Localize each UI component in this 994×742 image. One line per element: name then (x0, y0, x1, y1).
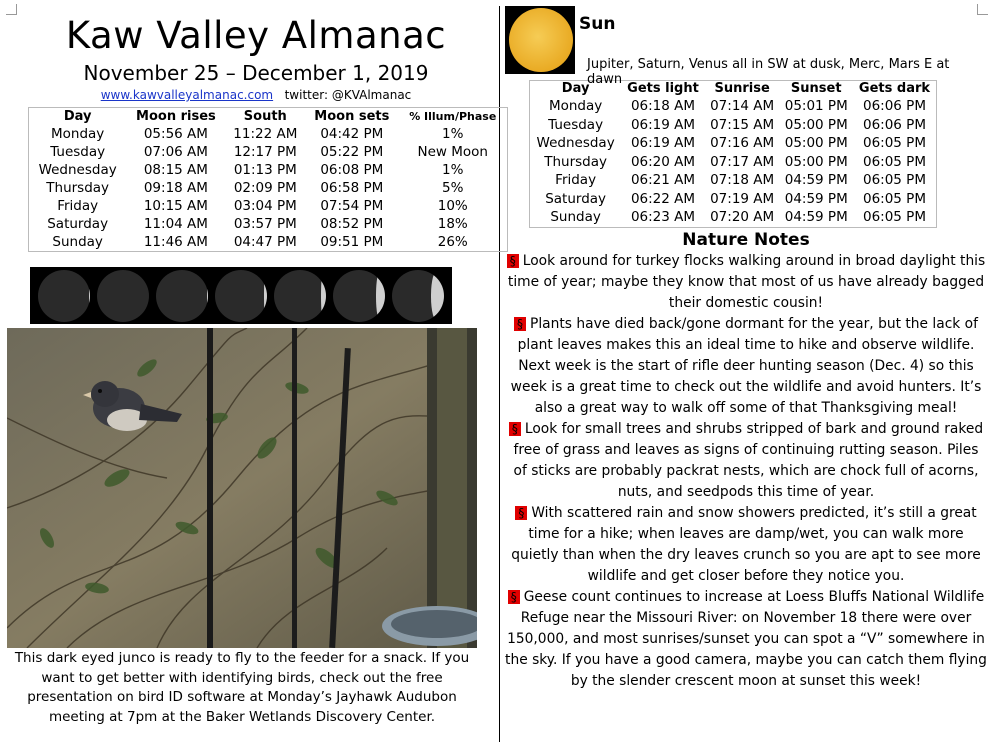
sun-table-cell: 06:05 PM (862, 153, 926, 170)
moon-table-cell: Monday (51, 126, 105, 142)
moon-table-cell: New Moon (417, 144, 488, 160)
nature-note (505, 251, 987, 314)
moon-table-cell: 04:47 PM (233, 234, 297, 250)
moon-table-cell: 05:22 PM (320, 144, 384, 160)
date-range: November 25 – December 1, 2019 (83, 61, 429, 85)
section-mark-icon: § (515, 506, 527, 520)
sun-icon (505, 6, 575, 74)
sun-table-cell: Monday (548, 98, 603, 114)
sun-table-cell: Tuesday (548, 116, 604, 133)
moon-table-cell: 18% (437, 216, 468, 232)
header-moon-sets: Moon sets (314, 109, 390, 124)
section-mark-icon: § (509, 422, 521, 436)
sun-table-cell: 04:59 PM (784, 190, 848, 207)
header-gets-dark: Gets dark (858, 81, 931, 96)
nature-note (505, 587, 987, 692)
sun-table-cell: 07:19 AM (710, 190, 775, 207)
sun-table-row (530, 97, 937, 116)
moon-phase-icon (215, 270, 267, 322)
sun-table-cell: 06:05 PM (862, 190, 926, 207)
left-column (14, 0, 498, 252)
moon-table-cell: 05:56 AM (143, 126, 208, 142)
moon-table-cell: 06:08 PM (320, 162, 384, 178)
moon-table-cell: Tuesday (50, 144, 106, 160)
moon-table-cell: 1% (442, 162, 464, 178)
sun-table-cell: 07:14 AM (710, 98, 775, 114)
header-sunrise: Sunrise (714, 81, 770, 96)
sun-table-cell: 06:23 AM (630, 209, 696, 225)
moon-table-cell: 03:57 PM (233, 216, 297, 232)
moon-table-cell: 11:04 AM (143, 216, 208, 232)
planets-note: Jupiter, Saturn, Venus all in SW at dusk, Merc, Mars E at dawn (587, 57, 950, 87)
twitter-handle: twitter: @KVAlmanac (284, 88, 412, 102)
sun-table-cell: 06:05 PM (862, 135, 926, 151)
moon-table-cell: 5% (442, 180, 464, 196)
moon-phase-strip (30, 267, 452, 324)
nature-note-text: Geese count continues to increase at Loess Bluffs National Wildlife Refuge near the Missouri River: on November 18 there were over 150,000, and most sunrises/sunset you can spot a “V” somewhere in the sky. If you have a good camera, maybe you can catch them flying by the slender crescent moon at sunset this week! (505, 588, 987, 689)
photo-caption: This dark eyed junco is ready to fly to the feeder for a snack. If you want to get better with identifying birds, check out the free presentation on bird ID software at Monday’s Jayhawk Audubon meeting at 7pm at the Baker Wetlands Discovery Center. (14, 650, 470, 725)
moon-table-cell: 08:15 AM (143, 162, 208, 178)
nature-note-text: Plants have died back/gone dormant for the year, but the lack of plant leaves makes this an ideal time to hike and observe wildlife. Next week is the start of rifle deer hunting season (Dec. 4) so this week is a great time to check out the wildlife and avoid hunters. It’s also a great way to walk off some of that Thanksgiving meal! (510, 315, 982, 416)
moon-table-row (29, 179, 508, 197)
sun-table-row (530, 171, 937, 190)
header-south: South (243, 109, 287, 124)
nature-note (505, 503, 987, 587)
moon-phase-icon (274, 270, 326, 322)
header-gets-light: Gets light (627, 81, 699, 96)
sun-table-cell: Thursday (544, 153, 607, 170)
moon-table-cell: Sunday (52, 234, 103, 250)
header-day: Day (63, 109, 92, 124)
moon-table-cell: 11:46 AM (143, 234, 208, 250)
moon-table-cell: Thursday (46, 180, 110, 196)
moon-table-cell: 26% (437, 234, 468, 250)
moon-table-row (29, 233, 508, 252)
moon-phase-icon (97, 270, 149, 322)
header-illum-phase: % Illum/Phase (409, 110, 497, 123)
page-title: Kaw Valley Almanac (65, 14, 447, 57)
moon-phase-icon (392, 270, 444, 322)
moon-table-cell: 10:15 AM (143, 198, 208, 214)
links-line (14, 87, 498, 103)
moon-table-cell: Saturday (47, 216, 109, 232)
moon-table-cell: 02:09 PM (233, 180, 297, 196)
sun-label: Sun (579, 14, 616, 34)
sun-table-cell: 05:00 PM (784, 153, 848, 170)
moon-table-cell: 09:18 AM (143, 180, 208, 196)
moon-table-cell: 10% (437, 198, 468, 214)
sun-header (505, 0, 987, 87)
moon-table-row (29, 125, 508, 143)
nature-notes (505, 251, 987, 692)
sun-table-cell: 06:06 PM (862, 116, 926, 133)
moon-table-header (29, 108, 508, 126)
nature-note-text: Look for small trees and shrubs stripped of bark and ground raked free of grass and leaves as signs of continuing rutting season. Piles of sticks are probably packrat nests, which are chock full of acorns, nuts, and seedpods this time of year. (513, 420, 984, 500)
sun-table-cell: 06:05 PM (862, 172, 926, 188)
sun-table-cell: Saturday (545, 190, 607, 207)
sun-table-row (530, 190, 937, 209)
sun-table-cell: 06:21 AM (630, 172, 696, 188)
sun-table-cell: 04:59 PM (784, 209, 848, 225)
sun-table-cell: 07:15 AM (710, 116, 775, 133)
section-mark-icon: § (514, 317, 526, 331)
sun-table-row (530, 116, 937, 135)
header-moon-rises: Moon rises (136, 109, 216, 124)
moon-table-cell: 03:04 PM (233, 198, 297, 214)
nature-note-text: Look around for turkey flocks walking around in broad daylight this time of year; maybe they know that most of us have already bagged their domestic cousin! (507, 252, 986, 311)
moon-table-row (29, 215, 508, 233)
nature-notes-title: Nature Notes (682, 229, 810, 250)
website-link[interactable]: www.kawvalleyalmanac.com (100, 88, 274, 102)
moon-table-cell: 1% (442, 126, 464, 142)
moon-table-cell: Friday (57, 198, 99, 214)
sun-table-cell: Sunday (550, 209, 601, 225)
sun-table-cell: Friday (555, 172, 597, 188)
sun-table-cell: 07:20 AM (710, 209, 775, 225)
sun-table-cell: 06:19 AM (630, 116, 696, 133)
right-column (505, 0, 987, 692)
moon-table-cell: 12:17 PM (233, 144, 297, 160)
sun-table-cell: 07:17 AM (710, 153, 775, 170)
header-sunset: Sunset (790, 81, 842, 96)
moon-phase-icon (333, 270, 385, 322)
sun-table-cell: 06:19 AM (630, 135, 696, 151)
moon-table-row (29, 143, 508, 161)
moon-table-cell: 08:52 PM (320, 216, 384, 232)
header-day: Day (561, 81, 590, 96)
sun-table-cell: 06:06 PM (862, 98, 926, 114)
sun-table-cell: 06:18 AM (630, 98, 696, 114)
sun-table-cell: 06:05 PM (862, 209, 926, 225)
moon-table-row (29, 197, 508, 215)
sun-table-cell: 07:18 AM (710, 172, 775, 188)
moon-table-cell: Wednesday (38, 162, 117, 178)
sun-table (529, 80, 937, 228)
moon-table (28, 107, 508, 252)
sun-table-cell: 05:00 PM (784, 116, 848, 133)
sun-table-cell: 06:22 AM (630, 190, 696, 207)
moon-phase-icon (156, 270, 208, 322)
sun-table-cell: 04:59 PM (784, 172, 848, 188)
sun-table-cell: 05:01 PM (784, 98, 848, 114)
moon-phase-icon (38, 270, 90, 322)
sun-table-cell: 06:20 AM (630, 153, 696, 170)
nature-note (505, 314, 987, 419)
moon-table-cell: 07:06 AM (143, 144, 208, 160)
moon-table-cell: 04:42 PM (320, 126, 384, 142)
nature-note-text: With scattered rain and snow showers predicted, it’s still a great time for a hike; when leaves are damp/wet, you can walk more quietly than when the dry leaves crunch so you are apt to see more wildlife and get closer before they notice you. (511, 504, 981, 584)
section-mark-icon: § (507, 254, 519, 268)
sun-table-row (530, 153, 937, 172)
moon-table-cell: 06:58 PM (320, 180, 384, 196)
moon-table-row (29, 161, 508, 179)
sun-table-cell: Wednesday (536, 135, 615, 151)
sun-table-row (530, 134, 937, 153)
sun-table-cell: 07:16 AM (710, 135, 775, 151)
moon-table-cell: 11:22 AM (233, 126, 298, 142)
junco-photo (7, 328, 477, 648)
sun-table-row (530, 208, 937, 227)
sun-table-cell: 05:00 PM (784, 135, 848, 151)
section-mark-icon: § (508, 590, 520, 604)
moon-table-cell: 07:54 PM (320, 198, 384, 214)
moon-table-cell: 09:51 PM (320, 234, 384, 250)
moon-table-cell: 01:13 PM (233, 162, 297, 178)
nature-note (505, 419, 987, 503)
